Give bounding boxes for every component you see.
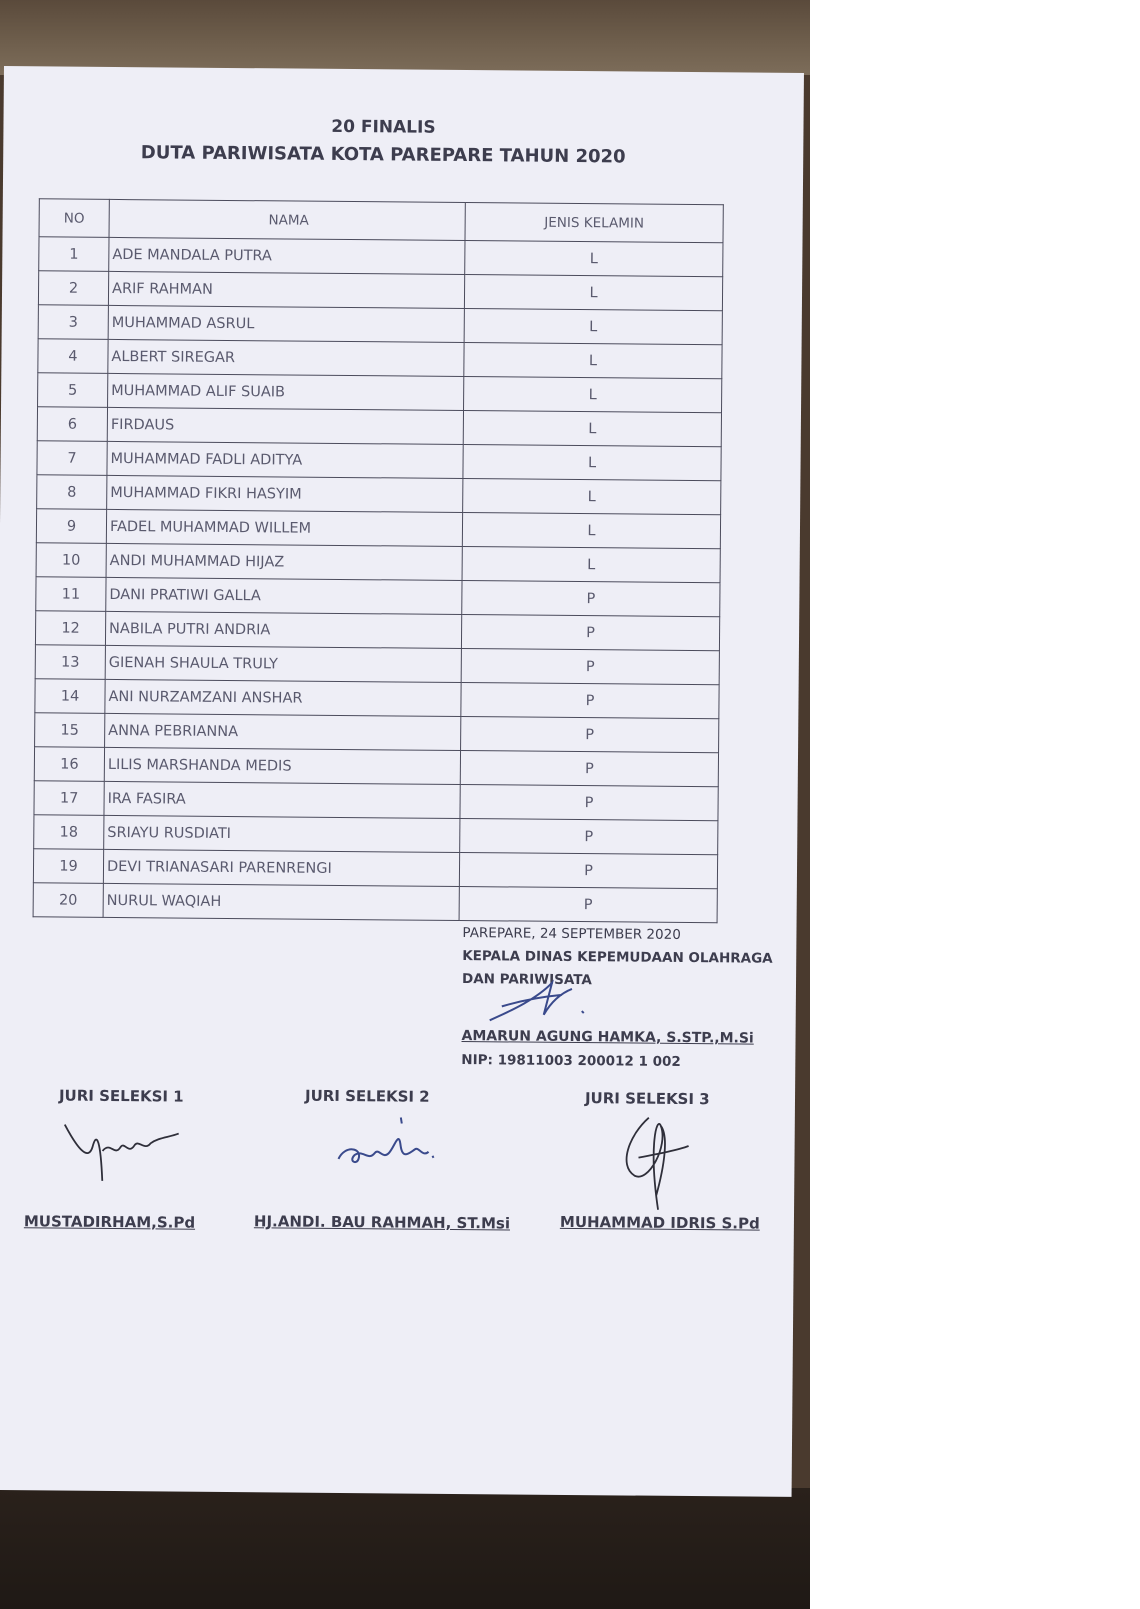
- row-number: 1: [39, 237, 109, 272]
- row-nama: SRIAYU RUSDIATI: [104, 815, 460, 852]
- column-header-no: NO: [39, 199, 109, 238]
- signatory-name: AMARUN AGUNG HAMKA, S.STP.,M.Si: [461, 1028, 754, 1047]
- signatory-position-line1: KEPALA DINAS KEPEMUDAAN OLAHRAGA: [462, 948, 773, 967]
- row-jenis-kelamin: L: [464, 309, 722, 345]
- row-number: 13: [35, 645, 105, 680]
- row-nama: LILIS MARSHANDA MEDIS: [104, 747, 460, 784]
- head-signature-image: [482, 970, 603, 1031]
- row-number: 14: [35, 679, 105, 714]
- row-nama: DANI PRATIWI GALLA: [106, 577, 462, 614]
- row-nama: MUHAMMAD FADLI ADITYA: [107, 441, 463, 478]
- row-number: 3: [38, 305, 108, 340]
- row-jenis-kelamin: P: [462, 581, 720, 617]
- row-jenis-kelamin: L: [464, 343, 722, 379]
- row-number: 16: [34, 747, 104, 782]
- row-number: 19: [33, 849, 103, 884]
- row-nama: GIENAH SHAULA TRULY: [105, 645, 461, 682]
- juri-3-signature-image: [608, 1105, 709, 1216]
- row-nama: MUHAMMAD ASRUL: [108, 305, 464, 342]
- place-date: PAREPARE, 24 SEPTEMBER 2020: [462, 925, 681, 943]
- row-nama: MUHAMMAD ALIF SUAIB: [108, 373, 464, 410]
- row-jenis-kelamin: P: [460, 785, 718, 821]
- row-number: 6: [37, 407, 107, 442]
- row-jenis-kelamin: P: [459, 853, 717, 889]
- signatory-position-line2: DAN PARIWISATA: [461, 971, 592, 989]
- row-jenis-kelamin: P: [461, 683, 719, 719]
- column-header-nama: NAMA: [109, 199, 465, 240]
- row-jenis-kelamin: L: [465, 241, 723, 277]
- row-jenis-kelamin: P: [459, 887, 717, 923]
- row-nama: DEVI TRIANASARI PARENRENGI: [103, 849, 459, 886]
- juri-1-name: MUSTADIRHAM,S.Pd: [23, 1212, 196, 1232]
- row-nama: ANDI MUHAMMAD HIJAZ: [106, 543, 462, 580]
- juri-1-title: JURI SELEKSI 1: [58, 1086, 184, 1106]
- table-row: [33, 883, 717, 923]
- row-nama: ANNA PEBRIANNA: [105, 713, 461, 750]
- row-jenis-kelamin: P: [460, 819, 718, 855]
- juri-2-title: JURI SELEKSI 2: [304, 1086, 430, 1106]
- row-jenis-kelamin: L: [464, 275, 722, 311]
- row-jenis-kelamin: P: [461, 649, 719, 685]
- row-nama: FADEL MUHAMMAD WILLEM: [106, 509, 462, 546]
- row-jenis-kelamin: P: [460, 751, 718, 787]
- row-number: 11: [36, 577, 106, 612]
- row-nama: NABILA PUTRI ANDRIA: [105, 611, 461, 648]
- row-number: 10: [36, 543, 106, 578]
- row-number: 20: [33, 883, 103, 918]
- column-header-jenis-kelamin: JENIS KELAMIN: [465, 203, 723, 243]
- row-nama: FIRDAUS: [107, 407, 463, 444]
- juri-3-name: MUHAMMAD IDRIS S.Pd: [559, 1212, 760, 1233]
- row-number: 4: [38, 339, 108, 374]
- row-jenis-kelamin: L: [463, 479, 721, 515]
- dark-table-background: [0, 1488, 810, 1609]
- row-nama: ANI NURZAMZANI ANSHAR: [105, 679, 461, 716]
- row-number: 8: [37, 475, 107, 510]
- wooden-table-background: [0, 0, 810, 75]
- document-title: 20 FINALIS: [331, 116, 436, 138]
- row-number: 9: [36, 509, 106, 544]
- row-nama: MUHAMMAD FIKRI HASYIM: [107, 475, 463, 512]
- finalist-table: [33, 198, 724, 923]
- document-subtitle: DUTA PARIWISATA KOTA PAREPARE TAHUN 2020: [140, 142, 626, 168]
- row-jenis-kelamin: P: [461, 717, 719, 753]
- row-jenis-kelamin: L: [462, 547, 720, 583]
- row-nama: IRA FASIRA: [104, 781, 460, 818]
- row-jenis-kelamin: L: [463, 411, 721, 447]
- row-number: 15: [35, 713, 105, 748]
- row-nama: ARIF RAHMAN: [108, 271, 464, 308]
- juri-2-signature-image: [328, 1109, 449, 1190]
- signatory-nip: NIP: 19811003 200012 1 002: [461, 1052, 681, 1070]
- row-jenis-kelamin: P: [461, 615, 719, 651]
- row-number: 18: [34, 815, 104, 850]
- row-number: 5: [38, 373, 108, 408]
- juri-3-title: JURI SELEKSI 3: [584, 1089, 710, 1109]
- paper-sheet: [0, 66, 804, 1497]
- juri-1-signature-image: [58, 1111, 189, 1192]
- row-jenis-kelamin: L: [464, 377, 722, 413]
- juri-2-name: HJ.ANDI. BAU RAHMAH, ST.Msi: [253, 1212, 511, 1233]
- row-number: 2: [38, 271, 108, 306]
- row-nama: ALBERT SIREGAR: [108, 339, 464, 376]
- row-jenis-kelamin: L: [462, 513, 720, 549]
- row-number: 7: [37, 441, 107, 476]
- row-nama: ADE MANDALA PUTRA: [109, 237, 465, 274]
- table-header-row: [39, 199, 723, 243]
- row-jenis-kelamin: L: [463, 445, 721, 481]
- row-number: 17: [34, 781, 104, 816]
- row-nama: NURUL WAQIAH: [103, 883, 459, 920]
- row-number: 12: [35, 611, 105, 646]
